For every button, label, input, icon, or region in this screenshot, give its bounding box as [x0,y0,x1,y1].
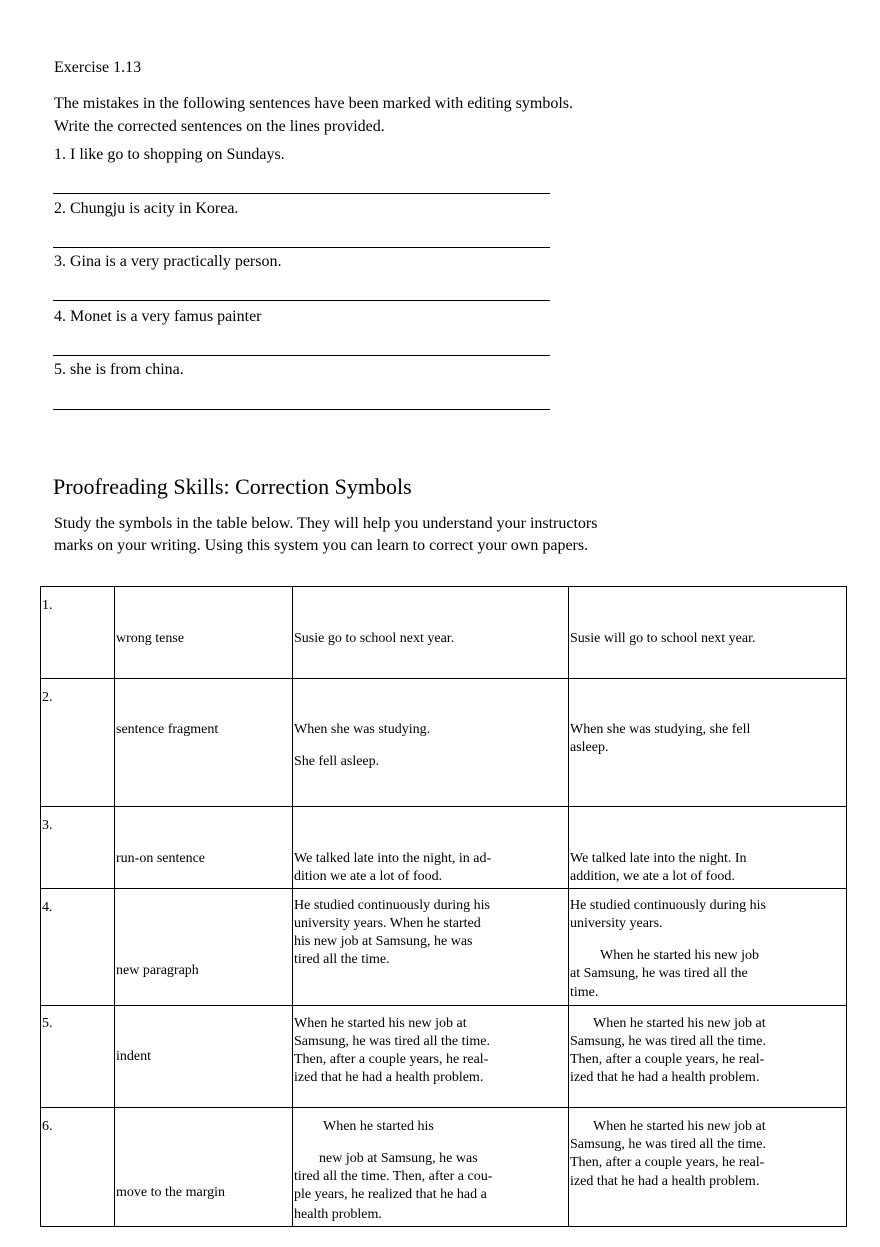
correction-symbols-table [40,586,847,1227]
exercise-title: Exercise 1.13 [54,59,142,76]
corrected-example-cell [569,1108,847,1227]
table-row [41,1006,847,1108]
incorrect-line: When he started his [323,1119,434,1134]
incorrect-line: Samsung, he was tired all the time. [294,1034,490,1049]
error-type-label: indent [116,1049,151,1064]
corrected-line: ized that he had a health problem. [570,1174,760,1189]
sentence-5: 5. she is from china. [54,361,184,378]
table-row [41,1108,847,1227]
corrected-line: When he started his new job [600,948,760,963]
incorrect-example-cell [293,1108,569,1227]
error-type-cell [115,587,293,679]
row-number: 2. [42,690,53,705]
error-type-cell [115,1108,293,1227]
error-type-label: sentence fragment [116,722,219,737]
row-number-cell [41,679,115,807]
incorrect-line: When he started his new job at [294,1016,467,1031]
corrected-example-cell [569,807,847,889]
instruction-line-2: Write the corrected sentences on the lines provided. [54,118,385,135]
row-number-cell [41,1108,115,1227]
section-intro-line-1: Study the symbols in the table below. They will help you understand your instructors [54,515,598,532]
incorrect-line: university years. When he started [294,916,481,931]
incorrect-example-cell [293,807,569,889]
answer-line-1[interactable] [53,193,550,194]
incorrect-line: Then, after a couple years, he real- [294,1052,489,1067]
corrected-line: When he started his new job at [593,1016,766,1031]
row-number: 1. [42,598,53,613]
row-number: 4. [42,900,53,915]
incorrect-line: health problem. [294,1207,382,1222]
corrected-line: addition, we ate a lot of food. [570,869,735,884]
answer-line-5[interactable] [53,409,550,410]
incorrect-example-cell [293,587,569,679]
answer-line-2[interactable] [53,247,550,248]
row-number-cell [41,807,115,889]
sentence-3: 3. Gina is a very practically person. [54,253,282,270]
corrected-line: When she was studying, she fell [570,722,751,737]
table-row [41,807,847,889]
corrected-line: Samsung, he was tired all the time. [570,1137,766,1152]
row-number-cell [41,889,115,1006]
error-type-cell [115,889,293,1006]
incorrect-line: new job at Samsung, he was [319,1151,478,1166]
table-row [41,679,847,807]
row-number-cell [41,1006,115,1108]
incorrect-example-cell [293,1006,569,1108]
error-type-cell [115,807,293,889]
row-number-cell [41,587,115,679]
corrected-line: university years. [570,916,663,931]
incorrect-line: When she was studying. [294,722,431,737]
incorrect-line: He studied continuously during his [294,898,490,913]
instruction-line-1: The mistakes in the following sentences have been marked with editing symbols. [54,95,573,112]
answer-line-3[interactable] [53,300,550,301]
error-type-label: new paragraph [116,963,199,978]
incorrect-line: his new job at Samsung, he was [294,934,473,949]
section-intro-line-2: marks on your writing. Using this system you can learn to correct your own papers. [54,537,589,554]
sentence-2: 2. Chungju is acity in Korea. [54,200,239,217]
incorrect-example-cell [293,889,569,1006]
incorrect-line: We talked late into the night, in ad- [294,851,492,866]
incorrect-line: dition we ate a lot of food. [294,869,443,884]
error-type-label: wrong tense [116,631,185,646]
corrected-line: Susie will go to school next year. [570,631,756,646]
corrected-line: asleep. [570,740,609,755]
corrected-example-cell [569,587,847,679]
sentence-1: 1. I like go to shopping on Sundays. [54,146,285,163]
corrected-line: ized that he had a health problem. [570,1070,760,1085]
corrected-line: at Samsung, he was tired all the [570,966,748,981]
error-type-cell [115,679,293,807]
corrected-line: He studied continuously during his [570,898,766,913]
incorrect-line: ized that he had a health problem. [294,1070,484,1085]
incorrect-line: Susie go to school next year. [294,631,455,646]
incorrect-line: ple years, he realized that he had a [294,1187,487,1202]
corrected-example-cell [569,1006,847,1108]
sentence-4: 4. Monet is a very famus painter [54,308,262,325]
corrected-example-cell [569,679,847,807]
error-type-cell [115,1006,293,1108]
row-number: 6. [42,1119,53,1134]
corrected-line: time. [570,985,599,1000]
error-type-label: run-on sentence [116,851,206,866]
section-title: Proofreading Skills: Correction Symbols [53,474,412,499]
corrected-line: Then, after a couple years, he real- [570,1155,765,1170]
row-number: 5. [42,1016,53,1031]
corrected-line: Samsung, he was tired all the time. [570,1034,766,1049]
table-row [41,889,847,1006]
incorrect-example-cell [293,679,569,807]
incorrect-line: tired all the time. [294,952,390,967]
table-row [41,587,847,679]
corrected-line: Then, after a couple years, he real- [570,1052,765,1067]
incorrect-line: tired all the time. Then, after a cou- [294,1169,493,1184]
row-number: 3. [42,818,53,833]
incorrect-line: She fell asleep. [294,754,380,769]
corrected-line: We talked late into the night. In [570,851,747,866]
answer-line-4[interactable] [53,355,550,356]
corrected-line: When he started his new job at [593,1119,766,1134]
corrected-example-cell [569,889,847,1006]
error-type-label: move to the margin [116,1185,225,1200]
